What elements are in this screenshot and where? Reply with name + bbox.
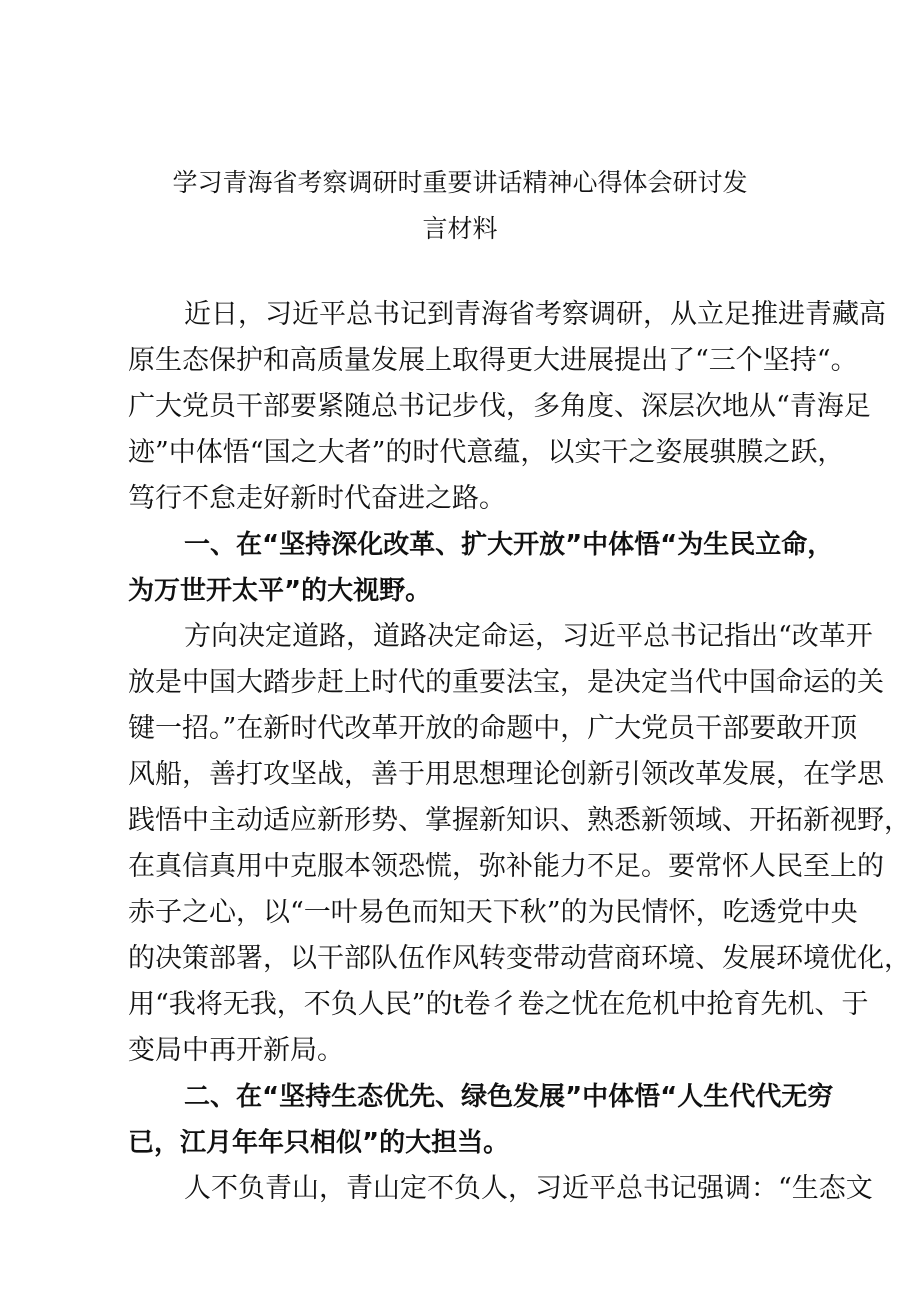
paragraph-text: 笃行不怠走好新时代奋进之路。 [128, 483, 506, 514]
paragraph-text: 赤子之心，以“一叶易色而知天下秋”的为民情怀，吃透党中央 [128, 897, 858, 928]
paragraph-text: 键一招。”在新时代改革开放的命题中，广大党员干部要敢开顶 [128, 713, 858, 744]
heading-text: 为万世开太平”的大视野。 [128, 576, 432, 606]
paragraph-text: 近日，习近平总书记到青海省考察调研，从立足推进青藏高 [184, 299, 886, 330]
heading-text: 二、在“坚持生态优先、绿色发展”中体悟“人生代代无穷 [184, 1082, 834, 1112]
paragraph-text: 人不负青山，青山定不负人，习近平总书记强调：“生态文 [184, 1173, 873, 1204]
heading-text: 一、在“坚持深化改革、扩大开放”中体悟“为生民立命， [184, 530, 834, 560]
document-title-line-1: 学习青海省考察调研时重要讲话精神心得体会研讨发 [172, 168, 748, 197]
paragraph-text: 的决策部署，以干部队伍作风转变带动营商环境、发展环境优化， [128, 943, 911, 974]
document-title-line-2: 言材料 [422, 214, 498, 243]
heading-text: 已，江月年年只相似”的大担当。 [128, 1128, 510, 1158]
paragraph-text: 放是中国大踏步赶上时代的重要法宝，是决定当代中国命运的关 [128, 667, 884, 698]
paragraph-text: 方向决定道路，道路决定命运，习近平总书记指出“改革开 [184, 621, 873, 652]
paragraph-text: 用“我将无我，不负人民”的t卷彳卷之忧在危机中抢育先机、于 [128, 989, 869, 1020]
paragraph-text: 原生态保护和高质量发展上取得更大进展提出了“三个坚持“。 [128, 345, 858, 376]
paragraph-text: 风船，善打攻坚战，善于用思想理论创新引领改革发展，在学思 [128, 759, 884, 790]
paragraph-text: 变局中再开新局。 [128, 1035, 344, 1066]
paragraph-text: 广大党员干部要紧随总书记步伐，多角度、深层次地从“青海足 [128, 391, 871, 422]
paragraph-text: 在真信真用中克服本领恐慌，弥补能力不足。要常怀人民至上的 [128, 851, 884, 882]
paragraph-text: 践悟中主动适应新形势、掌握新知识、熟悉新领域、开拓新视野， [128, 805, 911, 836]
paragraph-text: 迹”中体悟“国之大者”的时代意蕴，以实干之姿展骐膜之跃， [128, 437, 845, 468]
